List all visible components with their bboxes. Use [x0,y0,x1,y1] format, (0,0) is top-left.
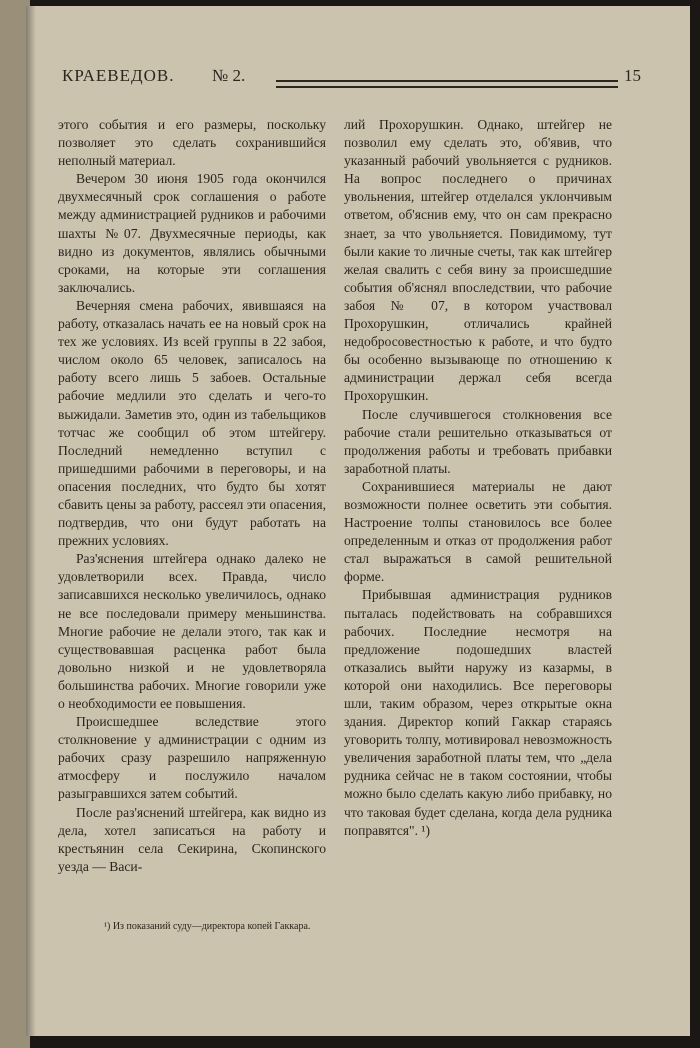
page-fold-shadow [26,6,36,1036]
previous-page-text-fragments [6,20,26,1030]
paragraph: После раз'яснений штейгера, как видно из дела, хотел записаться на работу и крестьянин села Секирина, Скопинского уезда — Васи- [58,804,326,874]
paragraph: Происшедшее вследствие этого столкновение у администрации с одним из рабочих сразу разрешило напряженную атмосферу и послужило началом разыгравшихся затем событий. [58,714,326,802]
paragraph: лий Прохорушкин. Однако, штейгер не позволил ему сделать это, об'явив, что указанный рабочий увольняется с рудников. На вопрос последнего о причинах увольнения, штейгер отделался уклончивым ответом, об'яснив ему, что он сам прекрасно знает, за что увольняется. Повидимому, тут были какие то личные счеты, так как штейгер желая свалить с себя вину за происшедшие события об'яснял впоследствии, что рабочие забоя № 07, в котором участвовал Прохорушкин, отличались крайней недобросовестностью к работе, и что будто бы особенно вызывающе по отношению к администрации держал себя всегда Прохорушкин. [344,117,612,404]
paragraph: Прибывшая администрация рудников пыталась подействовать на собравшихся рабочих. Последние несмотря на предложение подошедших властей отказались выйти наружу из казармы, в которой они находились. Все переговоры шли, таким образом, через открытые окна здания. Директор копий Гаккар стараясь уговорить толпу, мотивировал невозможность увеличения заработной платы тем, что „дела рудника сейчас не в таком состоянии, чтобы можно было сделать какую либо прибавку, но что таковая будет сделана, когда дела рудника поправятся". ¹) [344,587,612,838]
paragraph: Вечерняя смена рабочих, явившаяся на работу, отказалась начать ее на новый срок на тех же условиях. Из всей группы в 22 забоя, числом около 65 человек, записалось на работу всего лишь 5 забоев. Остальные рабочие медлили это сделать и чего-то выжидали. Заметив это, один из табельщиков тотчас же сообщил об этом штейгеру. Последний немедленно вступил с пришедшими рабочими в переговоры, и на опасения последних, что будто бы хотят сбавить цены за работу, рассеял эти опасения, подтвердив, что они будут работать на прежних условиях. [58,297,326,549]
journal-title: КРАЕВЕДОВ. [62,66,175,85]
footnote: ¹) Из показаний суду—директора копей Гаккара. [104,921,311,932]
header-rule [276,80,618,82]
paragraph: Сохранившиеся материалы не дают возможности полнее осветить эти события. Настроение толпы становилось все более определенным и отказ от продолжения работ стал выражаться в самой решительной форме. [344,478,612,585]
paragraph: этого события и его размеры, поскольку позволяет это сделать сохранившийся неполный материал. [58,117,326,169]
journal-page [26,6,690,1036]
paragraph: Раз'яснения штейгера однако далеко не удовлетворили всех. Правда, число записавшихся несколько увеличилось, однако не все последовали примеру меньшинства. Многие рабочие не делали этого, так как и существовавшая расценка работ была довольно низкой и не удовлетворяла большинства рабочих. Многие говорили уже о необходимости ее повышения. [58,551,326,711]
page-number: 15 [624,66,641,85]
paragraph: После случившегося столкновения все рабочие стали решительно отказываться от продолжения работы и требовать прибавки заработной платы. [344,406,612,476]
right-column [344,116,612,840]
paragraph: Вечером 30 июня 1905 года окончился двухмесячный срок соглашения о работе между администрацией рудников и рабочими шахты №07. Двухмесячные периоды, как видно из документов, являлись обычными сроками, на которые эти соглашения заключались. [58,171,326,295]
header-rule [276,86,618,88]
left-column [58,116,326,876]
running-header [62,66,642,92]
issue-number: № 2. [212,66,246,85]
